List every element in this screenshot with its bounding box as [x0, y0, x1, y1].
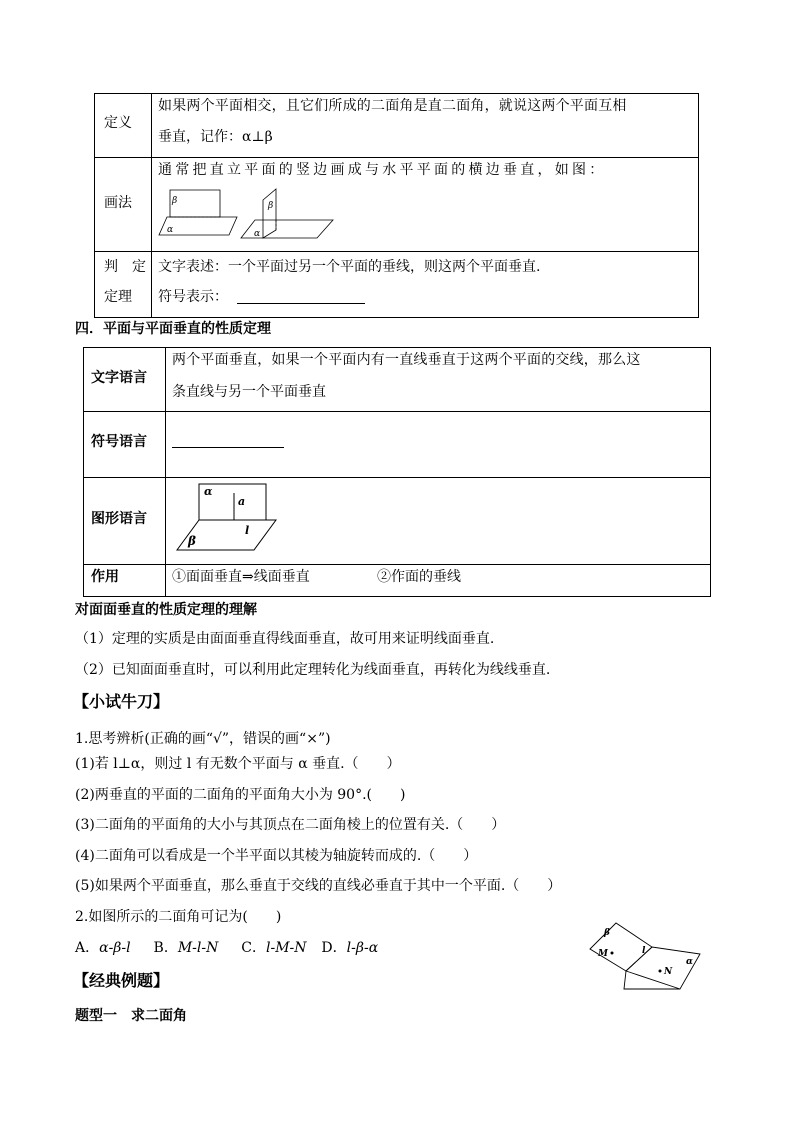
answer-options [75, 938, 378, 958]
question-stem: 2.如图所示的二面角可记为( ) [75, 909, 282, 925]
line-label-l: l [245, 524, 250, 537]
plane-label-beta: β [268, 201, 274, 211]
table-cell-label: 定义 [104, 115, 132, 131]
table-cell-label: 定理 [104, 289, 132, 305]
theorem-text-line2: 条直线与另一个平面垂直 [172, 384, 326, 400]
property-theorem-figure [174, 480, 280, 554]
dihedral-angle-figure [588, 919, 704, 993]
theorem-text-line1: 两个平面垂直，如果一个平面内有一直线垂直于这两个平面的交线，那么这 [172, 352, 641, 368]
try-section-title: 【小试牛刀】 [73, 692, 170, 711]
point-label-n: N [664, 967, 673, 977]
usage-item: ①面面垂直⇒线面垂直 [172, 569, 310, 585]
judgement-item: (1)若 l⊥α，则过 l 有无数个平面与 α 垂直.（ ） [75, 756, 401, 772]
point-m-dot [611, 952, 614, 955]
question-stem: 1.思考辨析(正确的画“√”，错误的画“×”) [75, 731, 331, 747]
plane-label-alpha: α [167, 225, 174, 235]
symbol-label: 符号表示： [158, 289, 228, 305]
edge-label-l: l [642, 946, 646, 956]
examples-title: 【经典例题】 [73, 971, 170, 990]
understanding-title: 对面面垂直的性质定理的理解 [75, 602, 257, 618]
option-c: C．l-M-N [241, 940, 307, 956]
point-label-m: M [598, 949, 608, 959]
plane-label-alpha: α [254, 229, 261, 239]
judgement-item: (4)二面角可以看成是一个半平面以其棱为轴旋转而成的.（ ） [75, 848, 478, 864]
table-cell-label: 文字语言 [91, 370, 147, 386]
judgement-item: (3)二面角的平面角的大小与其顶点在二面角棱上的位置有关.（ ） [75, 817, 506, 833]
perpendicular-planes-figure [155, 186, 345, 242]
plane-label-beta: β [172, 196, 178, 206]
section-title: 四．平面与平面垂直的性质定理 [75, 321, 271, 337]
line-label-a: a [238, 495, 246, 508]
judgement-item: (2)两垂直的平面的二面角的平面角大小为 90°.( ) [75, 787, 406, 803]
table-cell-label: 符号语言 [91, 434, 147, 450]
option-d: D．l-β-α [321, 940, 379, 956]
judgement-item: (5)如果两个平面垂直，那么垂直于交线的直线必垂直于其中一个平面.（ ） [75, 878, 562, 894]
understanding-point: （1）定理的实质是由面面垂直得线面垂直，故可用来证明线面垂直. [75, 631, 495, 647]
table-cell-label: 作用 [91, 569, 119, 585]
fill-in-blank [237, 289, 365, 304]
fill-in-blank [172, 433, 284, 448]
criterion-text: 文字表述：一个平面过另一个平面的垂线，则这两个平面垂直. [158, 259, 541, 275]
table-cell-label: 图形语言 [91, 511, 147, 527]
option-b: B．M-l-N [153, 940, 219, 956]
usage-item: ②作面的垂线 [377, 569, 461, 585]
definition-text-line2: 垂直，记作：α⊥β [158, 129, 273, 145]
table-cell-label: 画法 [104, 195, 132, 211]
point-n-dot [659, 970, 662, 973]
definition-text-line1: 如果两个平面相交，且它们所成的二面角是直二面角，就说这两个平面互相 [158, 98, 627, 114]
plane-label-alpha: α [204, 485, 213, 498]
drawing-method-text: 通 常 把 直 立 平 面 的 竖 边 画 成 与 水 平 平 面 的 横 边 垂 直 ， 如 图 ： [158, 162, 603, 178]
plane-label-beta: β [604, 928, 610, 938]
question-type-title: 题型一 求二面角 [75, 1008, 187, 1024]
plane-label-beta: β [188, 534, 196, 548]
table-cell-label: 判 定 [104, 259, 146, 275]
option-a: A．α-β-l [75, 940, 131, 956]
plane-label-alpha: α [686, 957, 693, 967]
understanding-point: （2）已知面面垂直时，可以利用此定理转化为线面垂直，再转化为线线垂直. [75, 662, 551, 678]
